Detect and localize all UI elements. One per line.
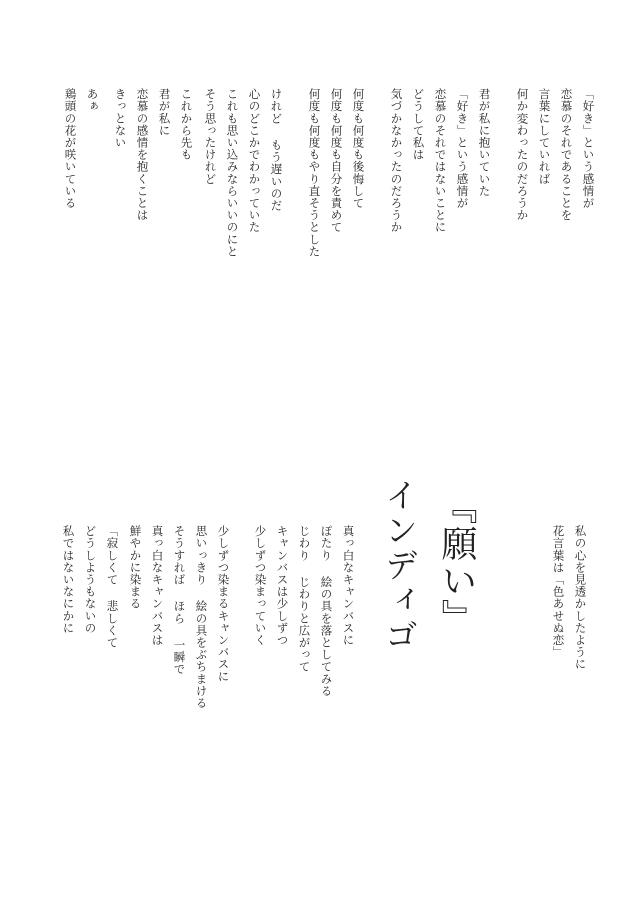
poem-line: 思いっきり 絵の具をぶちまける (194, 525, 209, 709)
poem-line: 言葉にしていれば (537, 88, 552, 185)
poem-line: 花言葉は「色あせぬ恋」 (551, 525, 566, 659)
poem-line: そう思ったけれど (203, 88, 218, 185)
poem-line: 「寂しくて 悲しくて (105, 525, 120, 649)
poem-line: あぁ (85, 88, 100, 113)
poem-line: 何度も何度も後悔して (351, 88, 366, 209)
poem-line: どうしようもないの (83, 525, 98, 634)
poem-line: 少しずつ染まっていく (253, 525, 268, 646)
poem-line: きっとない (113, 88, 128, 149)
poem-line: これも思い込みならいいのにと (225, 88, 240, 258)
poem-line: 「好き」という感情が (455, 88, 470, 209)
poem-line: 真っ白なキャンバスに (341, 525, 356, 646)
poem-line: ぽたり 絵の具を落としてみる (319, 525, 334, 697)
poem-line: どうして私は (411, 88, 426, 161)
poem-line: 鶏頭の花が咲いている (63, 88, 78, 209)
poem-line: 気づかなかったのだろうか (389, 88, 404, 234)
poem-line: じわり じわりと広がって (297, 525, 312, 673)
poem-line: 恋慕のそれであることを (559, 88, 574, 222)
poem-line: 恋慕の感情を抱くことは (135, 88, 150, 222)
poem-title: 『願い』 (436, 488, 477, 636)
poem-line: そうすれば ほら 一瞬で (172, 525, 187, 676)
poem-line: けれど もう遅いのだ (269, 88, 284, 212)
poem-line: 君が私に抱いていた (477, 88, 492, 197)
poem-line: 君が私に (157, 88, 172, 137)
poem-line: 「好き」という感情が (581, 88, 596, 209)
poem-line: これから先も (179, 88, 194, 161)
poem-line: 鮮やかに染まる (128, 525, 143, 610)
poem-line: 何度も何度もやり直そうとした (307, 88, 322, 258)
poem-line: キャンバスは少しずつ (275, 525, 290, 646)
poem-line: 少しずつ染まるキャンバスに (216, 525, 231, 683)
poem-line: 何度も何度も自分を責めて (329, 88, 344, 234)
poem-line: 心のどこかでわかっていた (247, 88, 262, 234)
poem-line: 真っ白なキャンバスは (150, 525, 165, 646)
poem-line: 私の心を見透かしたように (573, 525, 588, 671)
poem-line: 恋慕のそれではないことに (433, 88, 448, 234)
poem-line: 私ではないなにかに (61, 525, 76, 634)
poem-line: 何か変わったのだろうか (515, 88, 530, 222)
poem-subtitle: インディゴ (380, 478, 419, 653)
